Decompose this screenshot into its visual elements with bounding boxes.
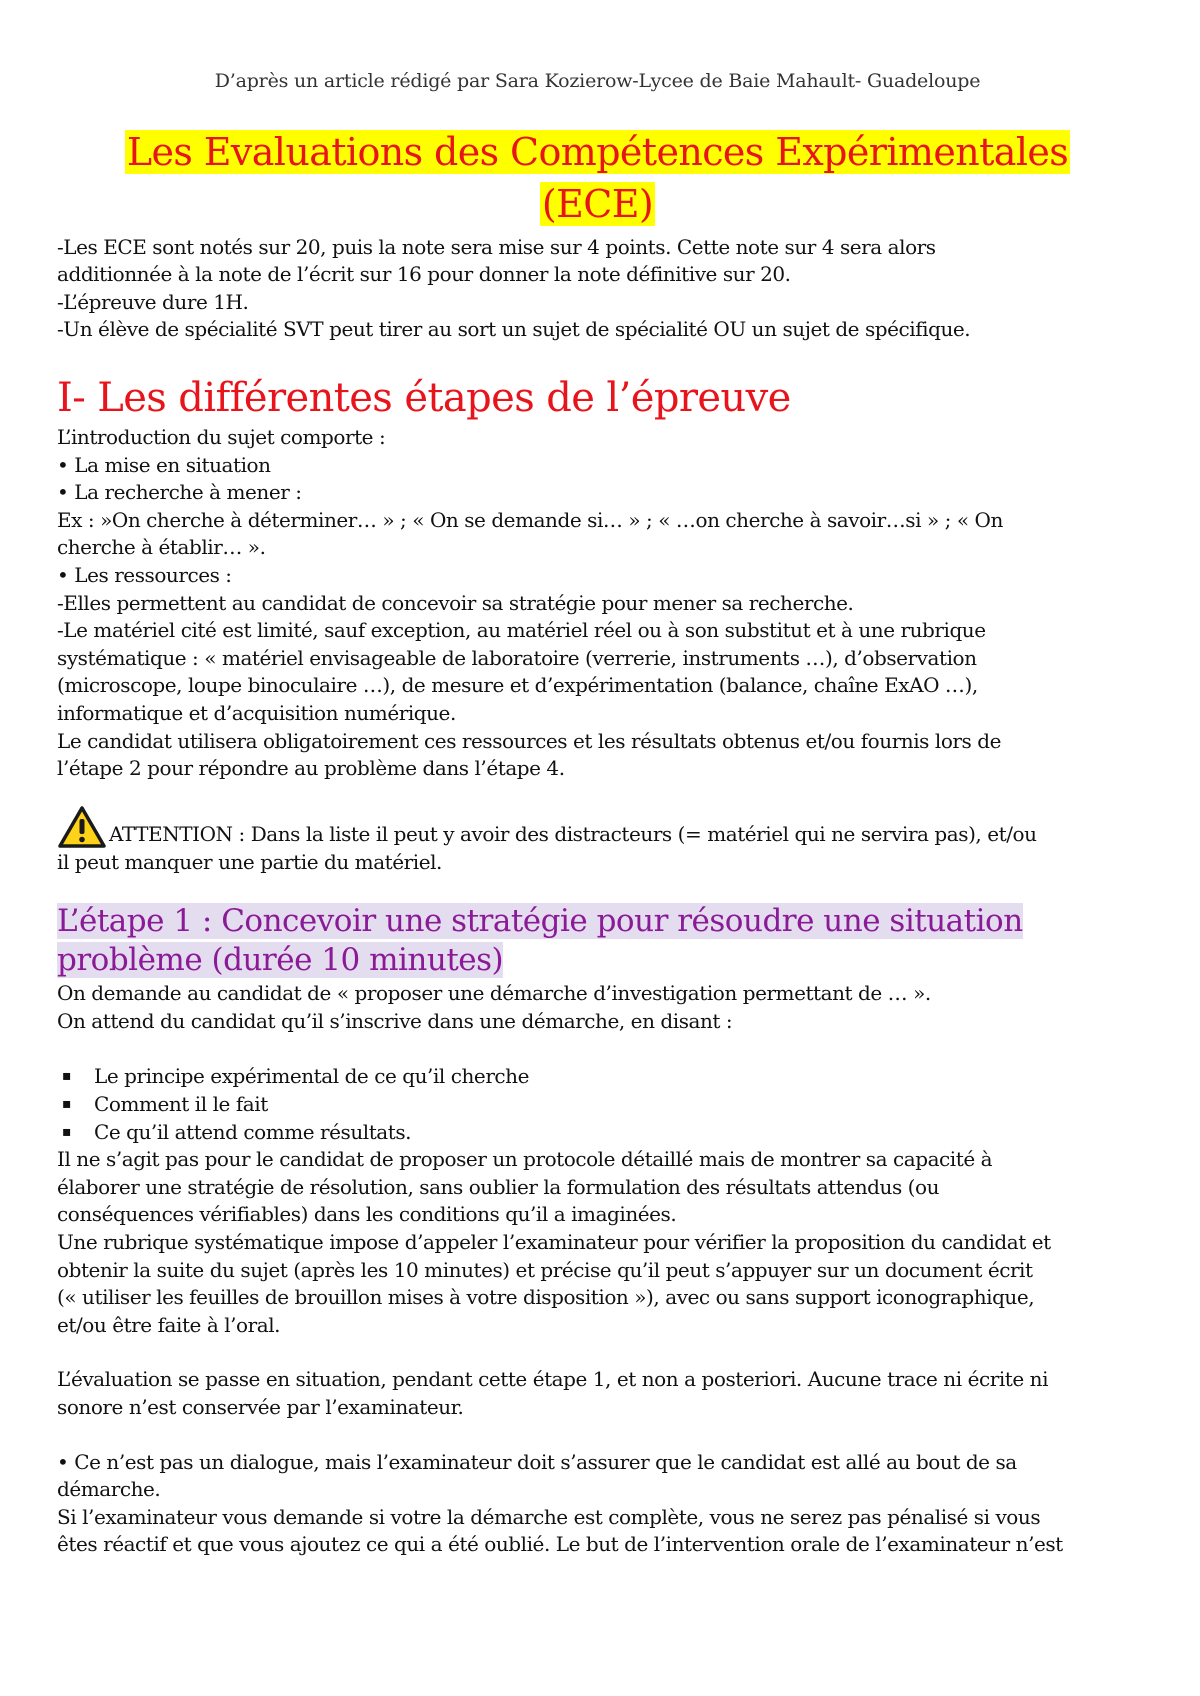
body-line: Le candidat utilisera obligatoirement ces ressources et les résultats obtenus et/ou fournis lors de bbox=[57, 728, 1002, 753]
spacer bbox=[57, 1339, 1138, 1366]
attention-text-line-2: il peut manquer une partie du matériel. bbox=[57, 849, 442, 874]
list-item: ▪ Ce qu’il attend comme résultats. bbox=[57, 1119, 1138, 1147]
title-line-1: Les Evaluations des Compétences Expérimentales bbox=[126, 129, 1069, 174]
document-header: D’après un article rédigé par Sara Kozierow-Lycee de Baie Mahault- Guadeloupe bbox=[214, 70, 981, 92]
intro-block bbox=[57, 234, 1138, 344]
body-line: démarche. bbox=[57, 1477, 161, 1502]
list-item: ▪ Comment il le fait bbox=[57, 1091, 1138, 1119]
body-line: Si l’examinateur vous demande si votre la démarche est complète, vous ne serez pas pénalisé si vous bbox=[57, 1504, 1041, 1529]
body-line: • Ce n’est pas un dialogue, mais l’examinateur doit s’assurer que le candidat est allé au bout de sa bbox=[57, 1449, 1017, 1474]
body-line: Il ne s’agit pas pour le candidat de proposer un protocole détaillé mais de montrer sa capacité à bbox=[57, 1147, 993, 1172]
intro-line: -L’épreuve dure 1H. bbox=[57, 289, 249, 314]
body-line: l’étape 2 pour répondre au problème dans l’étape 4. bbox=[57, 756, 565, 781]
body-line: • La mise en situation bbox=[57, 452, 271, 477]
body-line: et/ou être faite à l’oral. bbox=[57, 1312, 281, 1337]
body-line: -Elles permettent au candidat de concevoir sa stratégie pour mener sa recherche. bbox=[57, 590, 854, 615]
body-line: • Les ressources : bbox=[57, 562, 232, 587]
document-title bbox=[57, 126, 1138, 230]
body-line: -Le matériel cité est limité, sauf exception, au matériel réel ou à son substitut et à une rubrique bbox=[57, 618, 986, 643]
body-line: Une rubrique systématique impose d’appeler l’examinateur pour vérifier la proposition du candidat et bbox=[57, 1230, 1051, 1255]
attention-text-line-1: ATTENTION : Dans la liste il peut y avoir des distracteurs (= matériel qui ne servira pas), et/ou bbox=[109, 821, 1037, 846]
intro-line: additionnée à la note de l’écrit sur 16 pour donner la note définitive sur 20. bbox=[57, 262, 791, 287]
body-line: (« utiliser les feuilles de brouillon mises à votre disposition »), avec ou sans support iconographique, bbox=[57, 1285, 1035, 1310]
body-line: On demande au candidat de « proposer une démarche d’investigation permettant de … ». bbox=[57, 981, 931, 1006]
body-line: L’évaluation se passe en situation, pendant cette étape 1, et non a posteriori. Aucune trace ni écrite ni bbox=[57, 1367, 1049, 1392]
body-line: élaborer une stratégie de résolution, sans oublier la formulation des résultats attendus (ou bbox=[57, 1174, 940, 1199]
list-item: ▪ Le principe expérimental de ce qu’il cherche bbox=[57, 1063, 1138, 1091]
step-1-heading-line-2: problème (durée 10 minutes) bbox=[57, 942, 504, 979]
body-line: L’introduction du sujet comporte : bbox=[57, 424, 386, 449]
step-1-paragraph-2 bbox=[57, 1366, 1138, 1421]
step-1-bullet-list bbox=[57, 1063, 1138, 1146]
intro-line: -Les ECE sont notés sur 20, puis la note sera mise sur 4 points. Cette note sur 4 sera alors bbox=[57, 234, 936, 259]
square-bullet-icon: ▪ bbox=[62, 1068, 72, 1085]
section-1-body bbox=[57, 424, 1138, 783]
spacer bbox=[57, 1422, 1138, 1449]
body-line: Ex : »On cherche à déterminer… » ; « On se demande si… » ; « …on cherche à savoir…si » ; « On bbox=[57, 507, 1003, 532]
step-1-intro bbox=[57, 980, 1138, 1035]
body-line: êtes réactif et que vous ajoutez ce qui a été oublié. Le but de l’intervention orale de l’examinateur n’est bbox=[57, 1532, 1063, 1557]
section-1-heading: I- Les différentes étapes de l’épreuve bbox=[57, 374, 791, 421]
body-line: On attend du candidat qu’il s’inscrive dans une démarche, en disant : bbox=[57, 1008, 733, 1033]
body-line: cherche à établir… ». bbox=[57, 535, 266, 560]
attention-block bbox=[57, 811, 1138, 849]
title-line-2: (ECE) bbox=[541, 181, 654, 226]
warning-icon bbox=[57, 805, 107, 849]
step-1-paragraph-1 bbox=[57, 1146, 1138, 1339]
step-1-paragraph-3 bbox=[57, 1449, 1138, 1559]
body-line: obtenir la suite du sujet (après les 10 minutes) et précise qu’il peut s’appuyer sur un document écrit bbox=[57, 1257, 1033, 1282]
body-line: • La recherche à mener : bbox=[57, 480, 302, 505]
square-bullet-icon: ▪ bbox=[62, 1096, 72, 1113]
body-line: sonore n’est conservée par l’examinateur. bbox=[57, 1395, 464, 1419]
step-1-heading bbox=[57, 902, 1138, 980]
body-line: informatique et d’acquisition numérique. bbox=[57, 700, 456, 725]
step-1-heading-line-1: L’étape 1 : Concevoir une stratégie pour résoudre une situation bbox=[57, 903, 1023, 940]
body-line: (microscope, loupe binoculaire …), de mesure et d’expérimentation (balance, chaîne ExAO …), bbox=[57, 673, 978, 698]
intro-line: -Un élève de spécialité SVT peut tirer au sort un sujet de spécialité OU un sujet de spécifique. bbox=[57, 317, 971, 342]
body-line: conséquences vérifiables) dans les conditions qu’il a imaginées. bbox=[57, 1202, 677, 1227]
square-bullet-icon: ▪ bbox=[62, 1123, 72, 1140]
body-line: systématique : « matériel envisageable de laboratoire (verrerie, instruments …), d’observation bbox=[57, 645, 977, 670]
